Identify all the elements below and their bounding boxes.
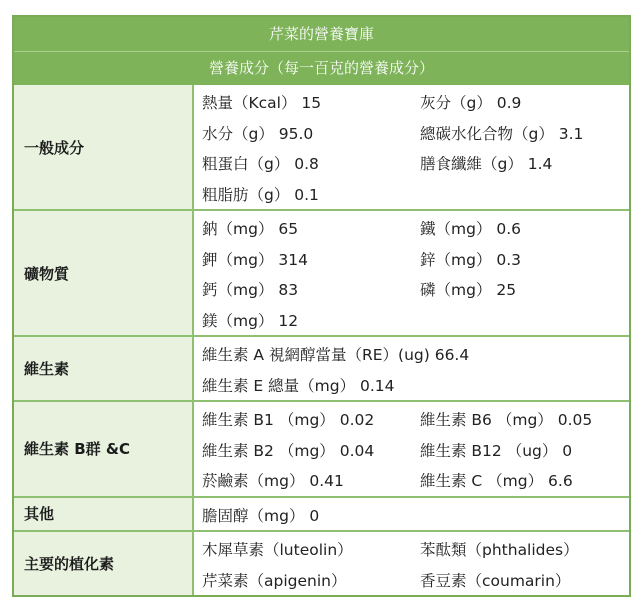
nutrient-line — [202, 339, 629, 370]
table-row — [14, 496, 629, 531]
nutrient-entry: 芹菜素（apigenin） — [202, 571, 347, 590]
nutrient-values — [194, 498, 629, 531]
nutrient-line — [202, 274, 629, 305]
nutrient-entry: 熱量（Kcal） 15 — [202, 94, 322, 113]
nutrient-line — [202, 305, 629, 336]
nutrient-entry: 香豆素（coumarin） — [420, 571, 571, 590]
nutrient-entry: 鈣（mg） 83 — [202, 281, 299, 300]
nutrient-values — [194, 532, 629, 595]
table-title: 芹菜的營養寶庫 — [14, 17, 629, 52]
nutrient-entry: 磷（mg） 25 — [420, 281, 517, 300]
nutrition-table — [12, 15, 631, 597]
nutrient-entry: 鈉（mg） 65 — [202, 220, 299, 239]
nutrient-entry: 木犀草素（luteolin） — [202, 541, 353, 560]
nutrient-entry: 鋅（mg） 0.3 — [420, 250, 522, 269]
nutrient-entry: 維生素 B12 （ug） 0 — [420, 441, 573, 460]
category-label: 礦物質 — [14, 211, 194, 335]
nutrient-line — [202, 404, 629, 435]
nutrient-entry: 鉀（mg） 314 — [202, 250, 308, 269]
nutrient-line — [202, 213, 629, 244]
nutrient-entry: 鐵（mg） 0.6 — [420, 220, 522, 239]
nutrient-entry: 總碳水化合物（g） 3.1 — [420, 124, 584, 143]
table-body — [14, 85, 629, 595]
nutrient-values — [194, 337, 629, 400]
nutrient-values — [194, 85, 629, 209]
nutrient-line — [202, 244, 629, 275]
category-label: 維生素 — [14, 337, 194, 400]
nutrient-line — [202, 118, 629, 149]
nutrient-entry: 維生素 B1 （mg） 0.02 — [202, 411, 375, 430]
nutrient-entry: 膳食纖維（g） 1.4 — [420, 155, 553, 174]
category-label: 主要的植化素 — [14, 532, 194, 595]
nutrient-entry: 維生素 B2 （mg） 0.04 — [202, 441, 375, 460]
nutrient-line — [202, 465, 629, 496]
nutrient-line — [202, 148, 629, 179]
table-row — [14, 530, 629, 595]
nutrient-entry: 維生素 B6 （mg） 0.05 — [420, 411, 593, 430]
nutrient-entry: 粗脂肪（g） 0.1 — [202, 185, 319, 204]
nutrient-line — [202, 179, 629, 210]
nutrient-entry: 水分（g） 95.0 — [202, 124, 314, 143]
nutrient-line — [202, 435, 629, 466]
table-row — [14, 85, 629, 209]
nutrient-values — [194, 402, 629, 496]
table-row — [14, 400, 629, 496]
nutrient-entry: 苯酞類（phthalides） — [420, 541, 579, 560]
table-header — [14, 17, 629, 85]
nutrient-entry: 灰分（g） 0.9 — [420, 94, 522, 113]
category-label: 一般成分 — [14, 85, 194, 209]
nutrient-line — [202, 534, 629, 565]
nutrient-entry: 維生素 A 視網醇當量（RE）(ug) 66.4 — [202, 346, 470, 365]
category-label: 其他 — [14, 498, 194, 531]
table-row — [14, 335, 629, 400]
nutrient-entry: 粗蛋白（g） 0.8 — [202, 155, 319, 174]
nutrient-values — [194, 211, 629, 335]
table-row — [14, 209, 629, 335]
table-subtitle: 營養成分（每一百克的營養成分） — [208, 59, 434, 77]
category-label: 維生素 B群 &C — [14, 402, 194, 496]
nutrient-entry: 鎂（mg） 12 — [202, 311, 299, 330]
nutrient-entry: 菸鹼素（mg） 0.41 — [202, 472, 344, 491]
nutrient-entry: 維生素 E 總量（mg） 0.14 — [202, 376, 395, 395]
nutrient-line — [202, 87, 629, 118]
nutrient-line — [202, 565, 629, 596]
nutrient-entry: 膽固醇（mg） 0 — [202, 506, 320, 525]
nutrient-line — [202, 500, 629, 531]
nutrient-entry: 維生素 C （mg） 6.6 — [420, 472, 573, 491]
nutrient-line — [202, 370, 629, 401]
